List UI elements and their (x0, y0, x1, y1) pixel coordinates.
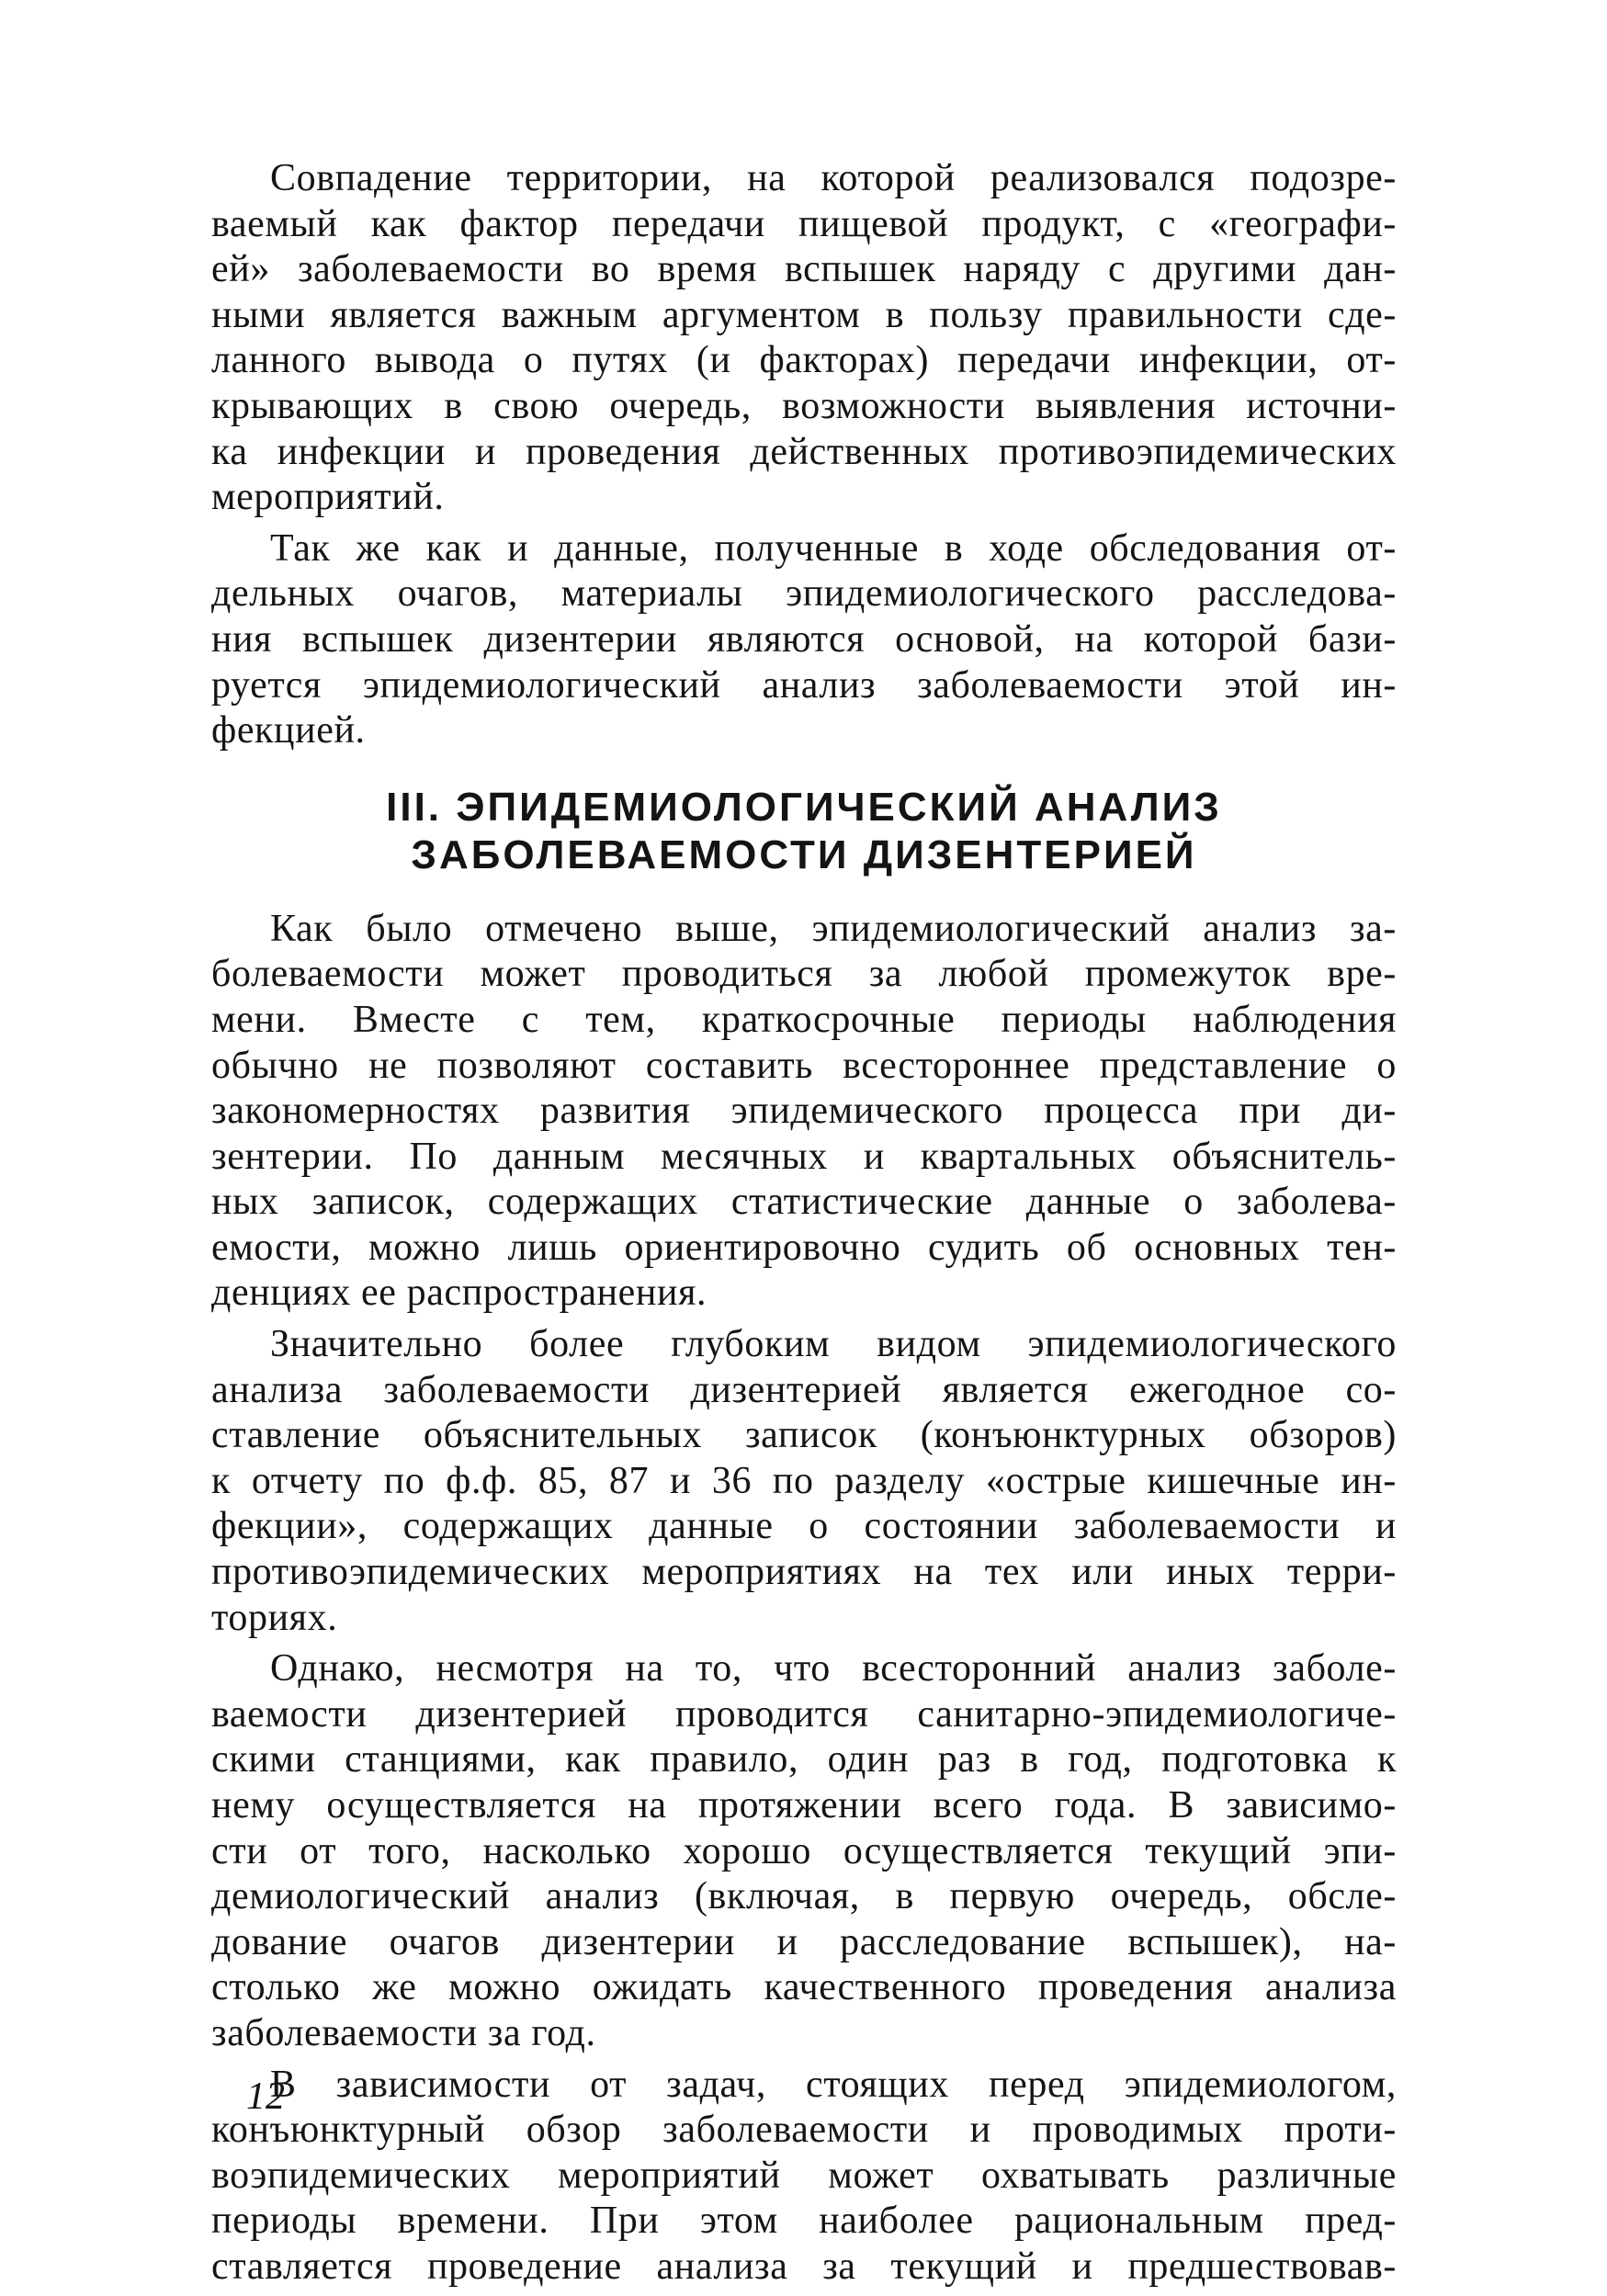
text-line: Значительно более глубоким видом эпидемиологического (270, 1323, 1397, 1366)
text-line: ваемый как фактор передачи пищевой продукт, с «географи- (211, 202, 1397, 245)
text-line: ния вспышек дизентерии являются основой, на которой бази- (211, 617, 1397, 661)
paragraph (211, 1646, 1397, 2056)
text-line: ка инфекции и проведения действенных противоэпидемических (211, 430, 1397, 473)
text-line: болеваемости может проводиться за любой промежуток вре- (211, 953, 1397, 996)
text-line: мени. Вместе с тем, краткосрочные периоды наблюдения (211, 998, 1397, 1041)
text-line: дельных очагов, материалы эпидемиологического расследова- (211, 572, 1397, 616)
section-heading-line-1: III. ЭПИДЕМИОЛОГИЧЕСКИЙ АНАЛИЗ (386, 784, 1222, 830)
text-line: столько же можно ожидать качественного проведения анализа (211, 1966, 1397, 2009)
paragraphs-bottom (211, 907, 1397, 2290)
text-line: воэпидемических мероприятий может охватывать различные (211, 2154, 1397, 2197)
text-line: ториях. (211, 1596, 338, 1639)
text-line: демиологический анализ (включая, в первую очередь, обсле- (211, 1875, 1397, 1918)
text-line: периоды времени. При этом наиболее рациональным пред- (211, 2200, 1397, 2243)
text-line: ей» заболеваемости во время вспышек наряду с другими дан- (211, 248, 1397, 291)
text-line: закономерностях развития эпидемического процесса при ди- (211, 1090, 1397, 1133)
paragraphs-top (211, 156, 1397, 754)
text-line: зентерии. По данным месячных и квартальных объяснитель- (211, 1135, 1397, 1178)
text-line: Совпадение территории, на которой реализовался подозре- (270, 157, 1397, 199)
page-body (211, 156, 1397, 2296)
text-line: анализа заболеваемости дизентерией является ежегодное со- (211, 1368, 1397, 1411)
text-line: обычно не позволяют составить всестороннее представление о (211, 1044, 1397, 1087)
text-line: руется эпидемиологический анализ заболеваемости этой ин- (211, 663, 1397, 707)
text-line: к отчету по ф.ф. 85, 87 и 36 по разделу «острые кишечные ин- (211, 1459, 1397, 1502)
text-line: сти от того, насколько хорошо осуществляется текущий эпи- (211, 1829, 1397, 1872)
text-line: конъюнктурный обзор заболеваемости и проводимых проти- (211, 2109, 1397, 2152)
text-line: крывающих в свою очередь, возможности выявления источни- (211, 384, 1397, 427)
text-line: противоэпидемических мероприятиях на тех или иных терри- (211, 1551, 1397, 1594)
text-line: Так же как и данные, полученные в ходе обследования от- (270, 526, 1397, 570)
paragraph (211, 526, 1397, 754)
page-number: 12 (246, 2075, 285, 2118)
paragraph (211, 907, 1397, 1317)
text-line: Однако, несмотря на то, что всесторонний анализ заболе- (270, 1647, 1397, 1691)
text-line: ными является важным аргументом в пользу правильности сде- (211, 293, 1397, 336)
text-line: емости, можно лишь ориентировочно судить об основных тен- (211, 1226, 1397, 1269)
text-line: дование очагов дизентерии и расследование вспышек), на- (211, 1920, 1397, 1963)
text-line: ставление объяснительных записок (конъюнктурных обзоров) (211, 1414, 1397, 1457)
section-heading (211, 784, 1397, 879)
paragraph (211, 1322, 1397, 1641)
text-line: денциях ее распространения. (211, 1272, 707, 1315)
paragraph (211, 156, 1397, 521)
text-line: фекцией. (211, 709, 366, 752)
text-line: мероприятий. (211, 476, 445, 519)
text-line: ных записок, содержащих статистические данные о заболева- (211, 1181, 1397, 1224)
section-heading-line-2: ЗАБОЛЕВАЕМОСТИ ДИЗЕНТЕРИЕЙ (411, 831, 1197, 877)
text-line: В зависимости от задач, стоящих перед эпидемиологом, (270, 2063, 1397, 2106)
paragraph (211, 2063, 1397, 2290)
text-line: ставляется проведение анализа за текущий и предшествовав- (211, 2245, 1397, 2288)
text-line: ваемости дизентерией проводится санитарно-эпидемиологиче- (211, 1692, 1397, 1736)
text-line: нему осуществляется на протяжении всего года. В зависимо- (211, 1784, 1397, 1827)
text-line: заболеваемости за год. (211, 2011, 596, 2054)
text-line: Как было отмечено выше, эпидемиологический анализ за- (270, 907, 1397, 950)
text-line: фекции», содержащих данные о состоянии заболеваемости и (211, 1505, 1397, 1548)
text-line: ланного вывода о путях (и факторах) передачи инфекции, от- (211, 339, 1397, 382)
text-line: скими станциями, как правило, один раз в год, подготовка к (211, 1738, 1397, 1781)
